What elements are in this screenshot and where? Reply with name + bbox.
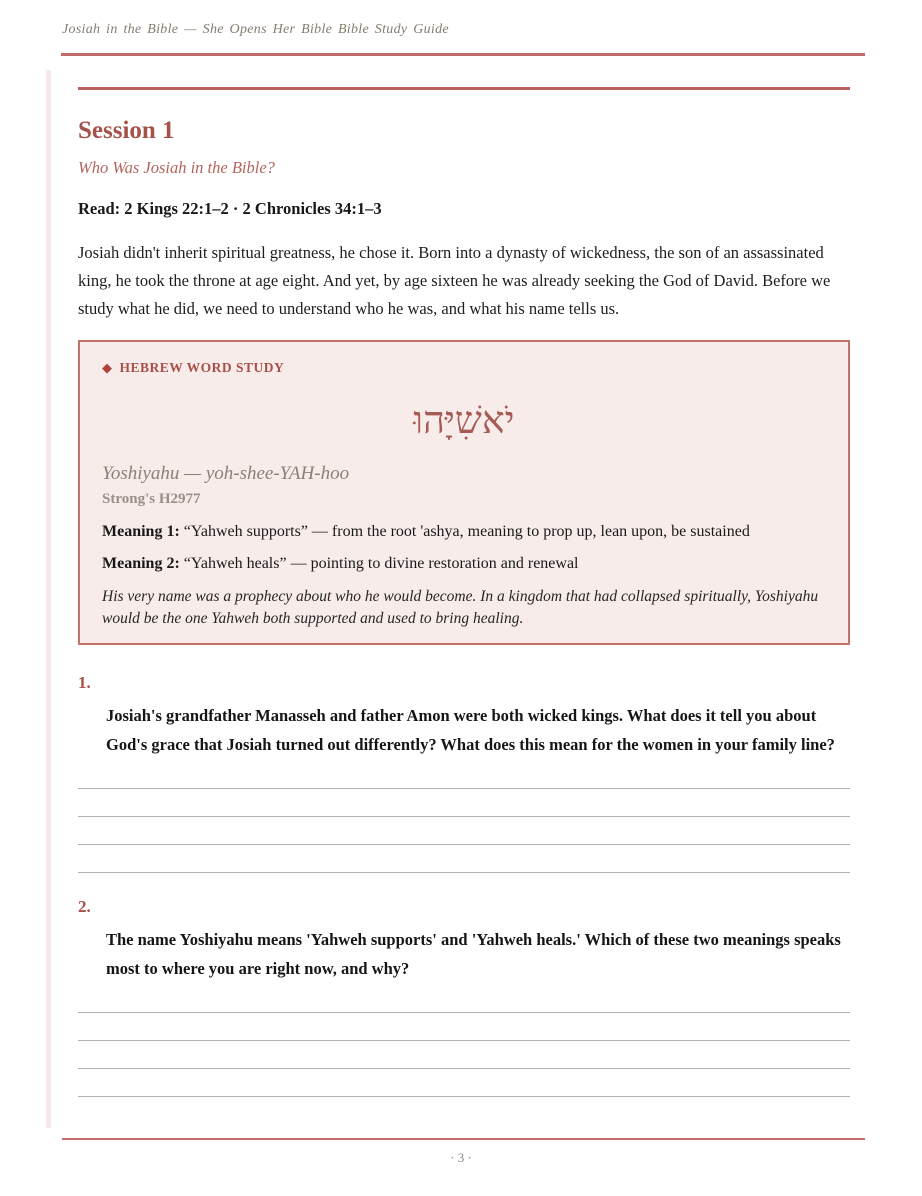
scripture-read-line: Read: 2 Kings 22:1–2 · 2 Chronicles 34:1–3 (78, 199, 382, 218)
word-study-heading (102, 360, 826, 376)
question-text: The name Yoshiyahu means 'Yahweh supports' and 'Yahweh heals.' Which of these two meanings speaks most to where you are right now, and why? (106, 930, 841, 978)
answer-lines (78, 761, 850, 873)
answer-line (78, 845, 850, 873)
question-number: 1. (78, 673, 91, 692)
answer-line (78, 1013, 850, 1041)
meaning-2 (102, 554, 826, 574)
section-top-rule (78, 87, 850, 90)
intro-paragraph: Josiah didn't inherit spiritual greatness, he chose it. Born into a dynasty of wickedness, the son of an assassinated king, he took the throne at age eight. And yet, by age sixteen he was already seeking the God of David. Before we study what he did, we need to understand who he was, and what his name tells us. (78, 243, 831, 318)
answer-line (78, 817, 850, 845)
answer-line (78, 789, 850, 817)
word-study-note: His very name was a prophecy about who he would become. In a kingdom that had collapsed spiritually, Yoshiyahu would be the one Yahweh both supported and used to bring healing. (102, 588, 819, 627)
answer-line (78, 985, 850, 1013)
meaning-2-label: Meaning 2: (102, 555, 180, 572)
answer-line (78, 1069, 850, 1097)
transliteration: Yoshiyahu — yoh-shee-YAH-hoo (102, 463, 350, 484)
page-number: · 3 · (450, 1150, 472, 1165)
answer-lines (78, 985, 850, 1097)
strongs-reference: Strong's H2977 (102, 491, 201, 507)
left-accent-bar (46, 70, 51, 1128)
question-text: Josiah's grandfather Manasseh and father Amon were both wicked kings. What does it tell you about God's grace that Josiah turned out differently? What does this mean for the women in your family line? (106, 706, 835, 754)
meaning-2-text: “Yahweh heals” — pointing to divine restoration and renewal (179, 555, 579, 572)
page-title: Session 1 (78, 117, 175, 144)
word-study-label: HEBREW WORD STUDY (119, 360, 285, 375)
question-number: 2. (78, 897, 91, 916)
meaning-1-label: Meaning 1: (102, 523, 180, 540)
footer-rule (62, 1138, 865, 1140)
question-2 (78, 897, 850, 1097)
meaning-1-text: “Yahweh supports” — from the root 'ashya, meaning to prop up, lean upon, be sustained (179, 523, 750, 540)
question-1 (78, 673, 850, 873)
page-content (78, 87, 850, 1097)
hebrew-word-study-box (78, 340, 850, 645)
session-subtitle: Who Was Josiah in the Bible? (78, 158, 275, 177)
diamond-icon: ◆ (102, 360, 113, 375)
header-rule (61, 53, 865, 56)
answer-line (78, 761, 850, 789)
meaning-1 (102, 522, 826, 542)
running-header: Josiah in the Bible — She Opens Her Bible Bible Study Guide (62, 22, 449, 37)
answer-line (78, 1041, 850, 1069)
hebrew-word: יֹאשִׁיָּהוּ (413, 400, 515, 442)
